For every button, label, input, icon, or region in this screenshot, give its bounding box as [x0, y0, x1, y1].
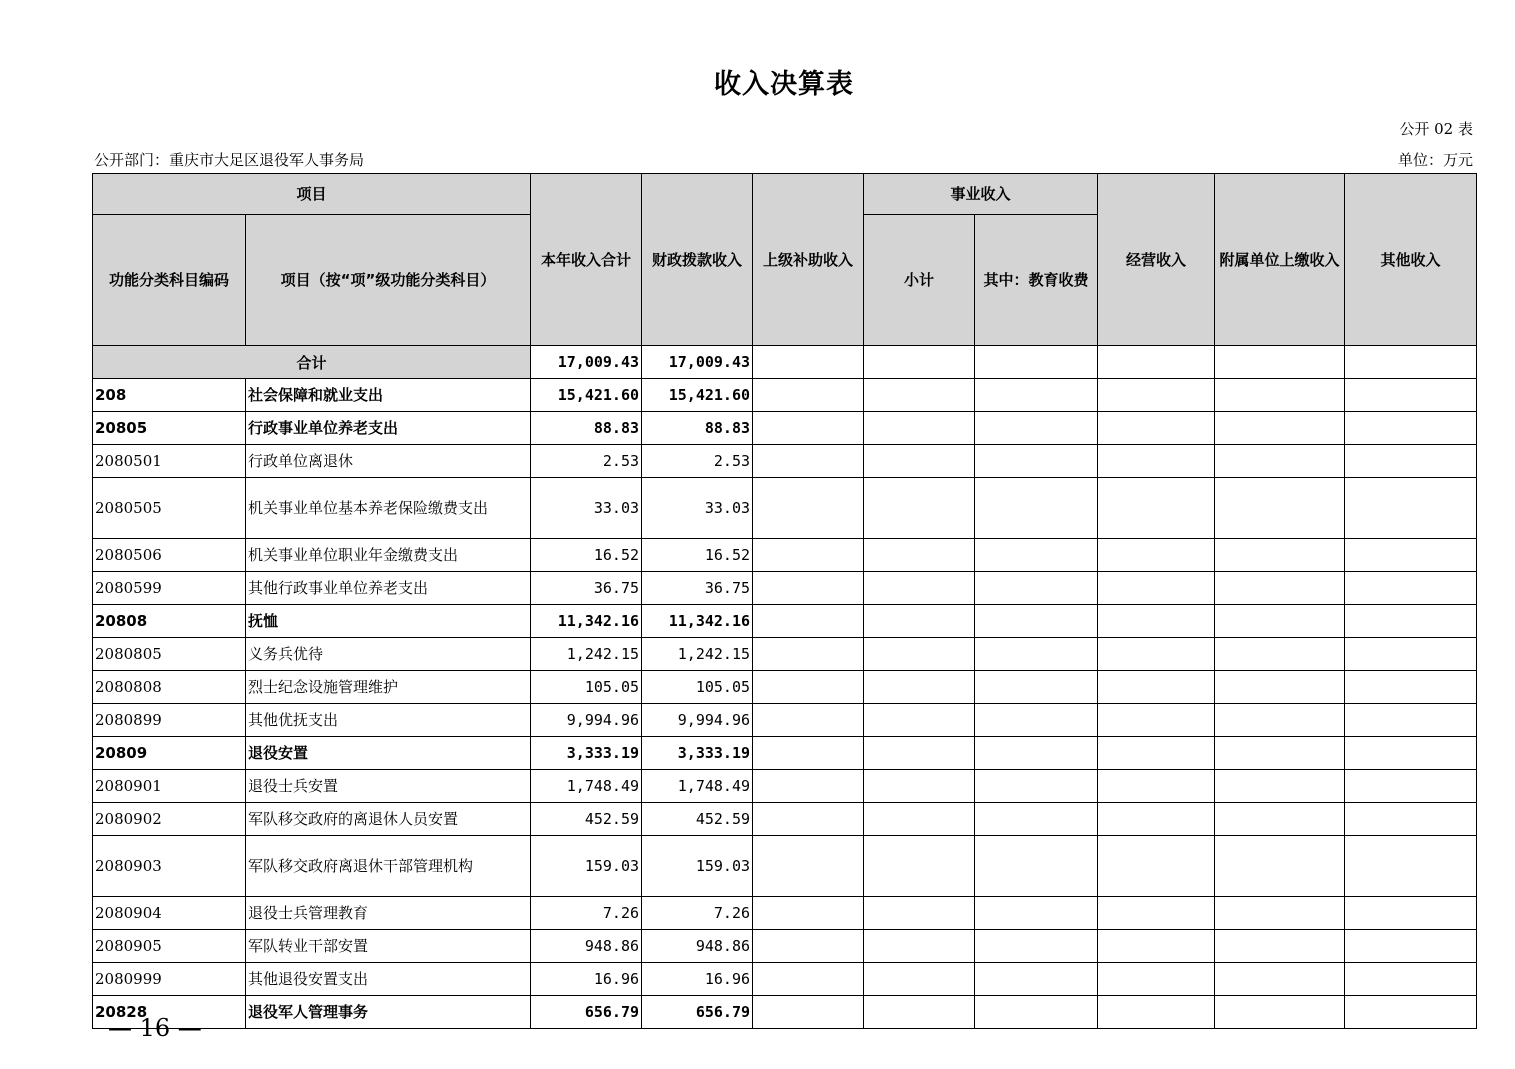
empty-cell [1215, 671, 1345, 704]
header-superior: 上级补助收入 [753, 174, 864, 346]
table-row [93, 704, 1477, 737]
table-row [93, 539, 1477, 572]
empty-cell [1345, 478, 1477, 539]
total-income-cell: 452.59 [531, 803, 642, 836]
empty-cell [975, 412, 1098, 445]
table-row [93, 963, 1477, 996]
fiscal-income-cell: 1,748.49 [642, 770, 753, 803]
empty-cell [1345, 638, 1477, 671]
item-name: 其他优抚支出 [246, 704, 531, 737]
empty-cell [864, 963, 975, 996]
item-name: 退役士兵管理教育 [246, 897, 531, 930]
header-item-name: 项目（按“项”级功能分类科目） [246, 215, 531, 346]
empty-cell [1345, 539, 1477, 572]
empty-cell [1215, 836, 1345, 897]
function-code: 2080501 [93, 445, 246, 478]
empty-cell [753, 897, 864, 930]
function-code: 20805 [93, 412, 246, 445]
empty-cell [1098, 638, 1215, 671]
header-project: 项目 [93, 174, 531, 215]
function-code: 20828 [93, 996, 246, 1029]
empty-cell [1215, 412, 1345, 445]
empty-cell [1215, 963, 1345, 996]
empty-cell [753, 704, 864, 737]
item-name: 军队移交政府的离退休人员安置 [246, 803, 531, 836]
total-fiscal-value: 17,009.43 [642, 346, 753, 379]
empty-cell [975, 836, 1098, 897]
empty-cell [1215, 996, 1345, 1029]
empty-cell [1215, 638, 1345, 671]
item-name: 其他退役安置支出 [246, 963, 531, 996]
empty-cell [753, 803, 864, 836]
function-code: 20809 [93, 737, 246, 770]
empty-cell [864, 539, 975, 572]
empty-cell [975, 638, 1098, 671]
empty-cell [1098, 671, 1215, 704]
function-code: 20808 [93, 605, 246, 638]
table-row [93, 996, 1477, 1029]
item-name: 烈士纪念设施管理维护 [246, 671, 531, 704]
function-code: 2080506 [93, 539, 246, 572]
header-career: 事业收入 [864, 174, 1098, 215]
empty-cell [1215, 897, 1345, 930]
empty-cell [864, 930, 975, 963]
fiscal-income-cell: 2.53 [642, 445, 753, 478]
item-name: 抚恤 [246, 605, 531, 638]
empty-cell [864, 803, 975, 836]
empty-cell [1098, 770, 1215, 803]
total-income-cell: 11,342.16 [531, 605, 642, 638]
fiscal-income-cell: 11,342.16 [642, 605, 753, 638]
function-code: 2080505 [93, 478, 246, 539]
empty-cell [975, 572, 1098, 605]
empty-cell [864, 412, 975, 445]
total-income-cell: 16.52 [531, 539, 642, 572]
function-code: 2080905 [93, 930, 246, 963]
empty-cell [753, 737, 864, 770]
item-name: 机关事业单位基本养老保险缴费支出 [246, 478, 531, 539]
total-income-cell: 1,242.15 [531, 638, 642, 671]
item-name: 退役安置 [246, 737, 531, 770]
table-row [93, 478, 1477, 539]
empty-cell [975, 963, 1098, 996]
empty-cell [864, 996, 975, 1029]
empty-cell [1215, 379, 1345, 412]
total-income-cell: 7.26 [531, 897, 642, 930]
page-number: — 16 — [108, 1014, 202, 1042]
function-code: 2080903 [93, 836, 246, 897]
function-code: 2080899 [93, 704, 246, 737]
empty-cell [1345, 963, 1477, 996]
empty-cell [1345, 996, 1477, 1029]
fiscal-income-cell: 36.75 [642, 572, 753, 605]
empty-cell [1215, 737, 1345, 770]
empty-cell [753, 539, 864, 572]
function-code: 2080999 [93, 963, 246, 996]
empty-cell [1215, 572, 1345, 605]
empty-cell [1098, 605, 1215, 638]
empty-cell [1215, 930, 1345, 963]
item-name: 义务兵优待 [246, 638, 531, 671]
empty-cell [1215, 539, 1345, 572]
header-func-code: 功能分类科目编码 [93, 215, 246, 346]
empty-cell [1098, 897, 1215, 930]
empty-cell [753, 379, 864, 412]
empty-cell [1215, 770, 1345, 803]
empty-cell [1345, 770, 1477, 803]
total-label: 合计 [93, 346, 531, 379]
empty-cell [753, 836, 864, 897]
empty-cell [864, 671, 975, 704]
total-row [93, 346, 1477, 379]
table-row [93, 445, 1477, 478]
item-name: 其他行政事业单位养老支出 [246, 572, 531, 605]
item-name: 退役军人管理事务 [246, 996, 531, 1029]
empty-cell [975, 346, 1098, 379]
item-name: 退役士兵安置 [246, 770, 531, 803]
function-code: 2080902 [93, 803, 246, 836]
empty-cell [864, 897, 975, 930]
table-row [93, 605, 1477, 638]
empty-cell [753, 638, 864, 671]
empty-cell [1098, 836, 1215, 897]
total-income-cell: 159.03 [531, 836, 642, 897]
function-code: 208 [93, 379, 246, 412]
fiscal-income-cell: 159.03 [642, 836, 753, 897]
empty-cell [1345, 737, 1477, 770]
empty-cell [1098, 445, 1215, 478]
header-affiliated: 附属单位上缴收入 [1215, 174, 1345, 346]
fiscal-income-cell: 105.05 [642, 671, 753, 704]
empty-cell [975, 996, 1098, 1029]
empty-cell [1345, 379, 1477, 412]
empty-cell [1345, 412, 1477, 445]
item-name: 军队移交政府离退休干部管理机构 [246, 836, 531, 897]
fiscal-income-cell: 16.96 [642, 963, 753, 996]
total-income-cell: 948.86 [531, 930, 642, 963]
empty-cell [1215, 704, 1345, 737]
function-code: 2080805 [93, 638, 246, 671]
item-name: 行政单位离退休 [246, 445, 531, 478]
empty-cell [753, 445, 864, 478]
empty-cell [864, 770, 975, 803]
fiscal-income-cell: 33.03 [642, 478, 753, 539]
total-income-cell: 656.79 [531, 996, 642, 1029]
table-row [93, 638, 1477, 671]
empty-cell [1098, 478, 1215, 539]
table-row [93, 737, 1477, 770]
empty-cell [1345, 803, 1477, 836]
empty-cell [864, 638, 975, 671]
total-income-cell: 3,333.19 [531, 737, 642, 770]
function-code: 2080904 [93, 897, 246, 930]
empty-cell [1345, 704, 1477, 737]
fiscal-income-cell: 1,242.15 [642, 638, 753, 671]
table-row [93, 379, 1477, 412]
empty-cell [1098, 572, 1215, 605]
empty-cell [1098, 379, 1215, 412]
total-income-value: 17,009.43 [531, 346, 642, 379]
function-code: 2080808 [93, 671, 246, 704]
empty-cell [1098, 963, 1215, 996]
empty-cell [1345, 897, 1477, 930]
empty-cell [753, 478, 864, 539]
empty-cell [975, 605, 1098, 638]
function-code: 2080599 [93, 572, 246, 605]
income-table [92, 173, 1477, 1029]
table-row [93, 897, 1477, 930]
empty-cell [975, 930, 1098, 963]
total-income-cell: 33.03 [531, 478, 642, 539]
item-name: 军队转业干部安置 [246, 930, 531, 963]
fiscal-income-cell: 16.52 [642, 539, 753, 572]
empty-cell [975, 671, 1098, 704]
empty-cell [753, 930, 864, 963]
empty-cell [975, 478, 1098, 539]
empty-cell [1098, 704, 1215, 737]
fiscal-income-cell: 948.86 [642, 930, 753, 963]
total-income-cell: 2.53 [531, 445, 642, 478]
empty-cell [864, 478, 975, 539]
table-row [93, 770, 1477, 803]
empty-cell [975, 704, 1098, 737]
empty-cell [753, 605, 864, 638]
empty-cell [1345, 346, 1477, 379]
fiscal-income-cell: 452.59 [642, 803, 753, 836]
table-row [93, 412, 1477, 445]
empty-cell [1098, 930, 1215, 963]
page-title: 收入决算表 [714, 69, 854, 100]
header-operating: 经营收入 [1098, 174, 1215, 346]
empty-cell [864, 704, 975, 737]
empty-cell [864, 572, 975, 605]
total-income-cell: 36.75 [531, 572, 642, 605]
item-name: 行政事业单位养老支出 [246, 412, 531, 445]
empty-cell [975, 445, 1098, 478]
department-label: 公开部门：重庆市大足区退役军人事务局 [94, 151, 365, 169]
table-row [93, 572, 1477, 605]
empty-cell [864, 379, 975, 412]
fiscal-income-cell: 9,994.96 [642, 704, 753, 737]
empty-cell [1098, 737, 1215, 770]
header-fiscal: 财政拨款收入 [642, 174, 753, 346]
empty-cell [1345, 572, 1477, 605]
empty-cell [975, 539, 1098, 572]
table-row [93, 803, 1477, 836]
header-total-income: 本年收入合计 [531, 174, 642, 346]
empty-cell [1345, 836, 1477, 897]
empty-cell [1215, 478, 1345, 539]
empty-cell [1215, 445, 1345, 478]
empty-cell [1098, 412, 1215, 445]
total-income-cell: 15,421.60 [531, 379, 642, 412]
empty-cell [753, 346, 864, 379]
empty-cell [753, 770, 864, 803]
empty-cell [753, 996, 864, 1029]
empty-cell [864, 445, 975, 478]
empty-cell [1215, 803, 1345, 836]
empty-cell [864, 737, 975, 770]
empty-cell [864, 346, 975, 379]
total-income-cell: 88.83 [531, 412, 642, 445]
empty-cell [753, 963, 864, 996]
fiscal-income-cell: 656.79 [642, 996, 753, 1029]
empty-cell [975, 737, 1098, 770]
empty-cell [1345, 605, 1477, 638]
empty-cell [1098, 803, 1215, 836]
empty-cell [1098, 539, 1215, 572]
empty-cell [1098, 346, 1215, 379]
fiscal-income-cell: 3,333.19 [642, 737, 753, 770]
fiscal-income-cell: 7.26 [642, 897, 753, 930]
item-name: 机关事业单位职业年金缴费支出 [246, 539, 531, 572]
empty-cell [975, 897, 1098, 930]
table-row [93, 930, 1477, 963]
function-code: 2080901 [93, 770, 246, 803]
empty-cell [1215, 346, 1345, 379]
table-row [93, 671, 1477, 704]
header-row-1 [93, 174, 1477, 215]
empty-cell [975, 770, 1098, 803]
empty-cell [975, 379, 1098, 412]
empty-cell [1345, 445, 1477, 478]
header-subtotal: 小计 [864, 215, 975, 346]
header-education: 其中：教育收费 [975, 215, 1098, 346]
item-name: 社会保障和就业支出 [246, 379, 531, 412]
table-row [93, 836, 1477, 897]
fiscal-income-cell: 88.83 [642, 412, 753, 445]
unit-label: 单位：万元 [1397, 151, 1473, 169]
empty-cell [1098, 996, 1215, 1029]
empty-cell [753, 412, 864, 445]
empty-cell [864, 605, 975, 638]
empty-cell [1215, 605, 1345, 638]
empty-cell [753, 671, 864, 704]
total-income-cell: 1,748.49 [531, 770, 642, 803]
empty-cell [753, 572, 864, 605]
empty-cell [1345, 930, 1477, 963]
fiscal-income-cell: 15,421.60 [642, 379, 753, 412]
empty-cell [975, 803, 1098, 836]
empty-cell [864, 836, 975, 897]
form-number: 公开 02 表 [1399, 120, 1473, 138]
total-income-cell: 16.96 [531, 963, 642, 996]
header-other: 其他收入 [1345, 174, 1477, 346]
empty-cell [1345, 671, 1477, 704]
total-income-cell: 9,994.96 [531, 704, 642, 737]
total-income-cell: 105.05 [531, 671, 642, 704]
